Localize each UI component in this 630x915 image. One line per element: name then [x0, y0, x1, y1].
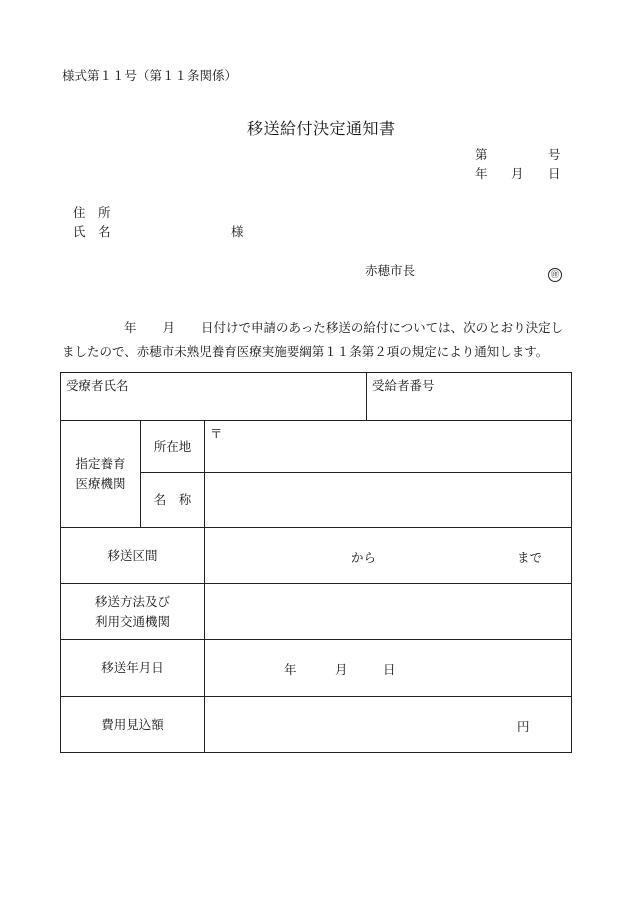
patient-name-label: 受療者氏名: [66, 378, 129, 393]
cost-value-cell[interactable]: [205, 697, 572, 753]
table-row-route: [61, 528, 572, 584]
page-title: 移送給付決定通知書: [247, 119, 396, 138]
honorific: 様: [231, 224, 244, 239]
location-label-cell: [141, 421, 205, 473]
recipient-number-label: 受給者番号: [372, 378, 435, 393]
paragraph-year: 年: [124, 320, 137, 335]
location-value-cell[interactable]: [205, 421, 572, 473]
date-label-cell: [61, 640, 205, 697]
recipient-number-cell[interactable]: [367, 373, 572, 421]
paragraph-text: 日付けで申請のあった移送の給付については、次のとおり決定しましたので、赤穂市未熟児養育医療実施要綱第１１条第２項の規定により通知します。: [62, 320, 564, 359]
transfer-date-day: 日: [383, 662, 396, 677]
cost-label-cell: [61, 697, 205, 753]
location-label: 所在地: [153, 438, 192, 454]
route-label-cell: [61, 528, 205, 584]
seal-icon: ㊞: [548, 268, 562, 282]
issue-date-month: 月: [511, 166, 524, 181]
table-row-method: [61, 584, 572, 640]
institution-name-value-cell[interactable]: [205, 473, 572, 528]
table-row-patient: [61, 373, 572, 421]
issuer-name: 赤穂市長: [365, 263, 416, 278]
method-label-line2: 利用交通機関: [94, 613, 170, 629]
table-row-date: [61, 640, 572, 697]
method-value-cell[interactable]: [205, 584, 572, 640]
transfer-date-year: 年: [284, 662, 297, 677]
institution-label-cell: [61, 421, 141, 528]
institution-label-line1: 指定養育: [75, 456, 126, 471]
benefit-table: [60, 372, 572, 753]
route-from: から: [351, 550, 377, 565]
seal-mark: [548, 262, 562, 282]
route-label: 移送区間: [107, 547, 158, 563]
institution-name-label-cell: [141, 473, 205, 528]
name-label: 氏 名: [73, 224, 111, 239]
issue-date-day: 日: [548, 166, 561, 181]
table-row-cost: [61, 697, 572, 753]
table-row-location: [61, 421, 572, 473]
date-value-cell[interactable]: [205, 640, 572, 697]
address-label: 住 所: [73, 205, 111, 220]
doc-number-prefix: 第: [475, 147, 488, 162]
form-number: 様式第１１号（第１１条関係）: [62, 68, 238, 83]
cost-label: 費用見込額: [101, 716, 164, 732]
route-to: まで: [517, 550, 543, 565]
route-value-cell[interactable]: [205, 528, 572, 584]
institution-name-label: 名 称: [153, 492, 192, 507]
notice-paragraph: [62, 316, 574, 364]
doc-number-suffix: 号: [548, 147, 561, 162]
method-label-line1: 移送方法及び: [94, 593, 170, 609]
cost-unit: 円: [517, 719, 530, 734]
transfer-date-label: 移送年月日: [101, 660, 164, 675]
transfer-date-month: 月: [335, 662, 348, 677]
paragraph-month: 月: [162, 320, 176, 335]
institution-label-line2: 医療機関: [75, 476, 126, 491]
method-label-cell: [61, 584, 205, 640]
postal-mark: 〒: [210, 426, 223, 441]
patient-name-cell[interactable]: [61, 373, 367, 421]
issue-date-year: 年: [475, 166, 488, 181]
